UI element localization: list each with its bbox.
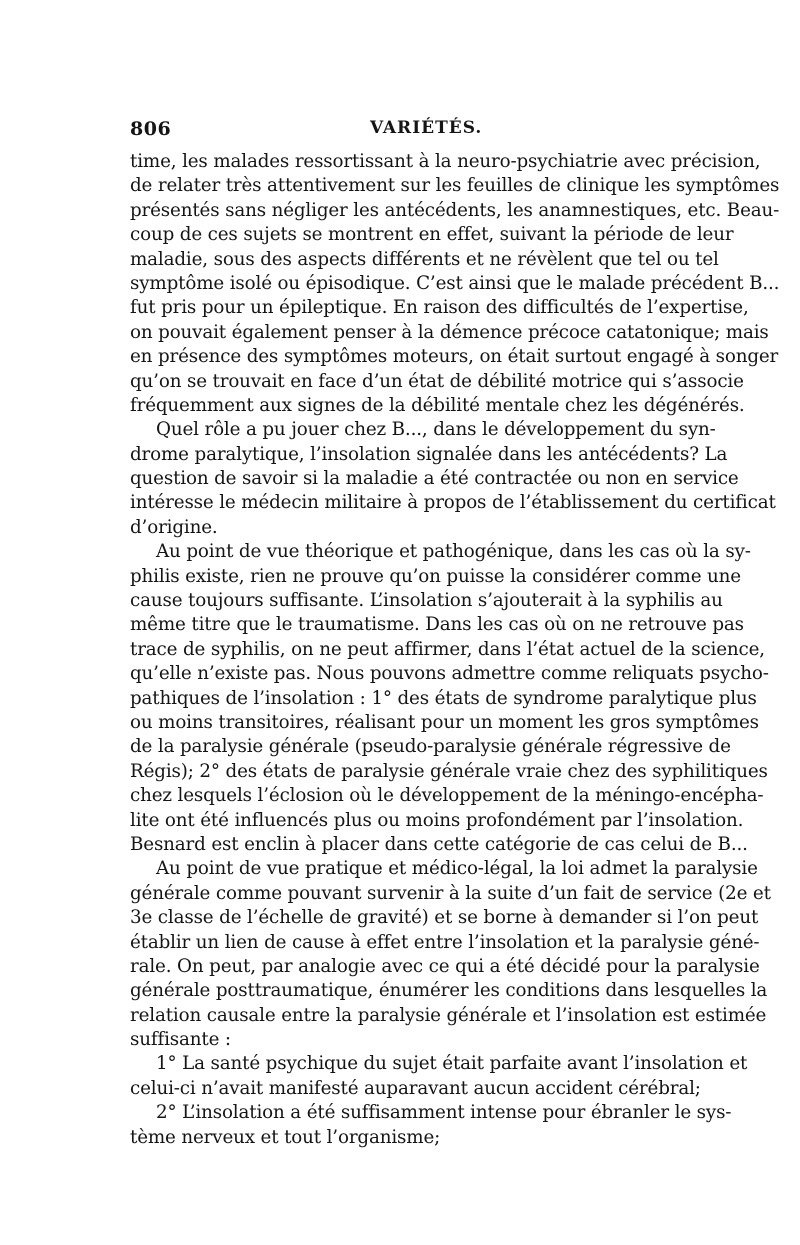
text-line: relation causale entre la paralysie générale et l’insolation est estimée xyxy=(130,1004,767,1026)
text-line: fut pris pour un épileptique. En raison des difficultés de l’expertise, xyxy=(130,297,749,319)
text-line: lite ont été influencés plus ou moins profondément par l’insolation. xyxy=(130,809,744,831)
text-line: question de savoir si la maladie a été contractée ou non en service xyxy=(130,468,739,490)
text-line: de relater très attentivement sur les feuilles de clinique les symptômes xyxy=(130,175,780,197)
text-line: chez lesquels l’éclosion où le développement de la méningo-encépha- xyxy=(130,785,764,807)
text-line: Au point de vue pratique et médico-légal, la loi admet la paralysie xyxy=(156,858,758,880)
text-line: maladie, sous des aspects différents et ne révèlent que tel ou tel xyxy=(130,248,719,270)
text-line: générale posttraumatique, énumérer les conditions dans lesquelles la xyxy=(130,980,768,1002)
text-line: tème nerveux et tout l’organisme; xyxy=(130,1126,441,1148)
text-line: qu’elle n’existe pas. Nous pouvons admettre comme reliquats psycho- xyxy=(130,663,769,685)
text-line: Quel rôle a pu jouer chez B..., dans le développement du syn- xyxy=(156,419,716,441)
text-line: de la paralysie générale (pseudo-paralysie générale régressive de xyxy=(130,736,731,758)
text-line: présentés sans négliger les antécédents, les anamnestiques, etc. Beau- xyxy=(130,199,780,221)
text-line: Au point de vue théorique et pathogénique, dans les cas où la sy- xyxy=(156,541,751,563)
text-line: symptôme isolé ou épisodique. C’est ainsi que le malade précédent B... xyxy=(130,272,780,294)
body-text xyxy=(130,150,780,1150)
text-line: Régis); 2° des états de paralysie générale vraie chez des syphilitiques xyxy=(130,760,768,782)
text-line: 2° L’insolation a été suffisamment intense pour ébranler le sys- xyxy=(156,1102,732,1124)
text-line: suffisante : xyxy=(130,1029,231,1051)
running-head xyxy=(130,118,666,144)
text-line: générale comme pouvant survenir à la suite d’un fait de service (2e et xyxy=(130,882,771,904)
text-line: Besnard est enclin à placer dans cette catégorie de cas celui de B... xyxy=(130,833,748,855)
text-line: on pouvait également penser à la démence précoce catatonique; mais xyxy=(130,321,769,343)
text-line: intéresse le médecin militaire à propos de l’établissement du certificat xyxy=(130,492,776,514)
text-line: cause toujours suffisante. L’insolation s’ajouterait à la syphilis au xyxy=(130,590,723,612)
text-line: drome paralytique, l’insolation signalée dans les antécédents? La xyxy=(130,443,728,465)
text-line: rale. On peut, par analogie avec ce qui a été décidé pour la paralysie xyxy=(130,955,760,977)
text-line: philis existe, rien ne prouve qu’on puisse la considérer comme une xyxy=(130,565,741,587)
text-line: établir un lien de cause à effet entre l’insolation et la paralysie géné- xyxy=(130,931,760,953)
text-line: qu’on se trouvait en face d’un état de débilité motrice qui s’associe xyxy=(130,370,744,392)
text-line: d’origine. xyxy=(130,516,218,538)
text-line: celui-ci n’avait manifesté auparavant aucun accident cérébral; xyxy=(130,1077,701,1099)
text-line: trace de syphilis, on ne peut affirmer, dans l’état actuel de la science, xyxy=(130,638,765,660)
running-title: VARIÉTÉS. xyxy=(370,118,483,138)
text-line: fréquemment aux signes de la débilité mentale chez les dégénérés. xyxy=(130,394,745,416)
text-line: même titre que le traumatisme. Dans les cas où on ne retrouve pas xyxy=(130,614,744,636)
text-line: pathiques de l’insolation : 1° des états de syndrome paralytique plus xyxy=(130,687,757,709)
text-line: ou moins transitoires, réalisant pour un moment les gros symptômes xyxy=(130,711,759,733)
text-line: coup de ces sujets se montrent en effet, suivant la période de leur xyxy=(130,224,734,246)
text-line: en présence des symptômes moteurs, on était surtout engagé à songer xyxy=(130,346,779,368)
text-line: time, les malades ressortissant à la neuro-psychiatrie avec précision, xyxy=(130,151,761,172)
page-number: 806 xyxy=(130,118,172,140)
text-line: 3e classe de l’échelle de gravité) et se borne à demander si l’on peut xyxy=(130,907,759,929)
text-line: 1° La santé psychique du sujet était parfaite avant l’insolation et xyxy=(156,1053,748,1075)
